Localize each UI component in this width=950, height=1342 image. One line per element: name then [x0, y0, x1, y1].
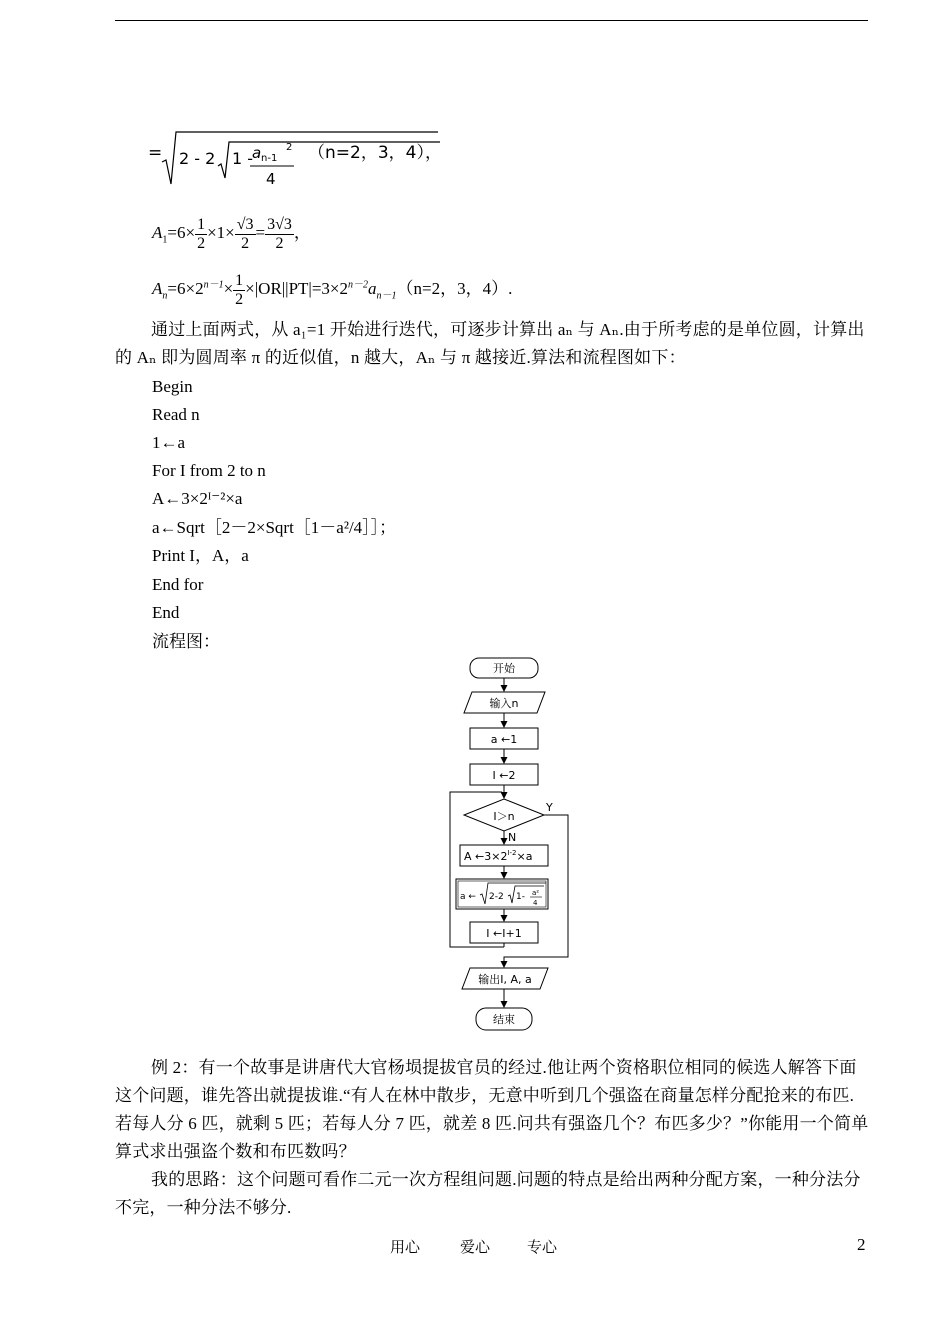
svg-text:A ←3×2I-2×a: A $\leftarrow 3\times 2^{I-2}\times a$	[464, 849, 533, 863]
flow-step-a	[456, 879, 548, 909]
flow-init-i	[470, 764, 538, 785]
code-line: A←3×2ᴵ⁻²×a	[152, 489, 243, 508]
svg-text:a ←: a ←	[460, 892, 476, 902]
paragraph-example-2: 例 2：有一个故事是讲唐代大官杨埙提拔官员的经过.他让两个资格职位相同的候选人解答下面这个问题，谁先答出就提拔谁.“有人在林中散步，无意中听到几个强盗在商量怎样分配抢来的布匹.若每人分 6 匹，就剩 5 匹；若每人分 7 匹，就差 8 匹.问共有强盗几个？布匹多少？”你能用一个简单算式求出强盗个数和布匹数吗？	[115, 1058, 869, 1161]
paragraph-iteration: 通过上面两式，从 a₁=1 开始进行迭代，可逐步计算出 aₙ 与 Aₙ.由于所考虑的是单位圆，计算出的 Aₙ 即为圆周率 π 的近似值，n 越大，Aₙ 与 π 越接近.算法和流程图如下：	[115, 320, 865, 367]
footer-mid: 爱心	[460, 1240, 491, 1256]
flow-no-label: N	[508, 831, 517, 844]
svg-text:输入n: 输入n	[489, 697, 519, 710]
flow-step-A	[460, 845, 548, 866]
code-line: End	[152, 603, 180, 622]
svg-text:4: 4	[533, 899, 538, 907]
flow-input	[464, 692, 545, 713]
flowchart	[440, 655, 580, 1035]
formula-an-inner1: 2 - 2	[179, 149, 216, 168]
svg-text:1-: 1-	[516, 892, 525, 902]
code-line: Begin	[152, 377, 193, 396]
flow-init-a	[470, 728, 538, 749]
flowchart-label: 流程图：	[152, 632, 220, 651]
svg-text:结束: 结束	[493, 1013, 515, 1026]
formula-a1: $A_1=6\times$ $\frac{1}{2}$ ×1× $\frac{√3}{2}$ = $\frac{3√3}{2}$ ，	[152, 215, 311, 252]
svg-text:a ←1: a ←1	[490, 733, 518, 746]
formula-an	[148, 126, 448, 192]
flow-output	[462, 968, 548, 989]
flow-end	[476, 1008, 532, 1030]
formula-an-num: a	[252, 144, 262, 162]
formula-an-area: $A_n=6\times 2^{n-1}\times$ $\frac{1}{2}$ $\times|OR||PT|=3\times 2^{n-2}a_{n-1}(n=2$，3，4）.	[152, 271, 513, 308]
paragraph-my-thinking: 我的思路：这个问题可看作二元一次方程组问题.问题的特点是给出两种分配方案，一种分法分不完，一种分法不够分.	[115, 1170, 861, 1217]
formula-an-num-sup: 2	[286, 142, 293, 153]
footer-left: 用心	[390, 1240, 421, 1256]
formula-an-eq: =	[148, 143, 163, 163]
flow-decision	[464, 799, 544, 831]
page-number: 2	[857, 1235, 866, 1254]
code-line: Print I，A，a	[152, 546, 249, 565]
formula-an-inner2: 1 -	[232, 149, 254, 168]
footer-right: 专心	[527, 1240, 558, 1256]
svg-text:输出I, A, a: 输出I, A, a	[478, 973, 532, 986]
svg-text:a²: a²	[532, 889, 540, 897]
flow-yes-label: Y	[546, 801, 553, 814]
svg-text:2-2: 2-2	[489, 892, 504, 902]
code-line: For I from 2 to n	[152, 461, 266, 480]
code-line: 1←a	[152, 433, 186, 452]
formula-an-num-sub: n-1	[261, 153, 278, 164]
code-line: Read n	[152, 405, 200, 424]
header-rule	[115, 20, 868, 21]
formula-an-cond: （n=2，3，4），	[308, 143, 442, 163]
flow-start	[470, 658, 538, 678]
svg-text:I＞n: I＞n	[493, 810, 515, 823]
code-line: a←Sqrt［2－2×Sqrt［1－a²/4］］；	[152, 518, 397, 537]
code-line: End for	[152, 575, 204, 594]
svg-text:开始: 开始	[493, 662, 515, 675]
flow-step-i	[470, 922, 538, 943]
svg-text:I ←I+1: I ←I+1	[486, 927, 522, 940]
svg-text:I ←2: I ←2	[492, 769, 516, 782]
formula-an-den: 4	[266, 170, 276, 188]
